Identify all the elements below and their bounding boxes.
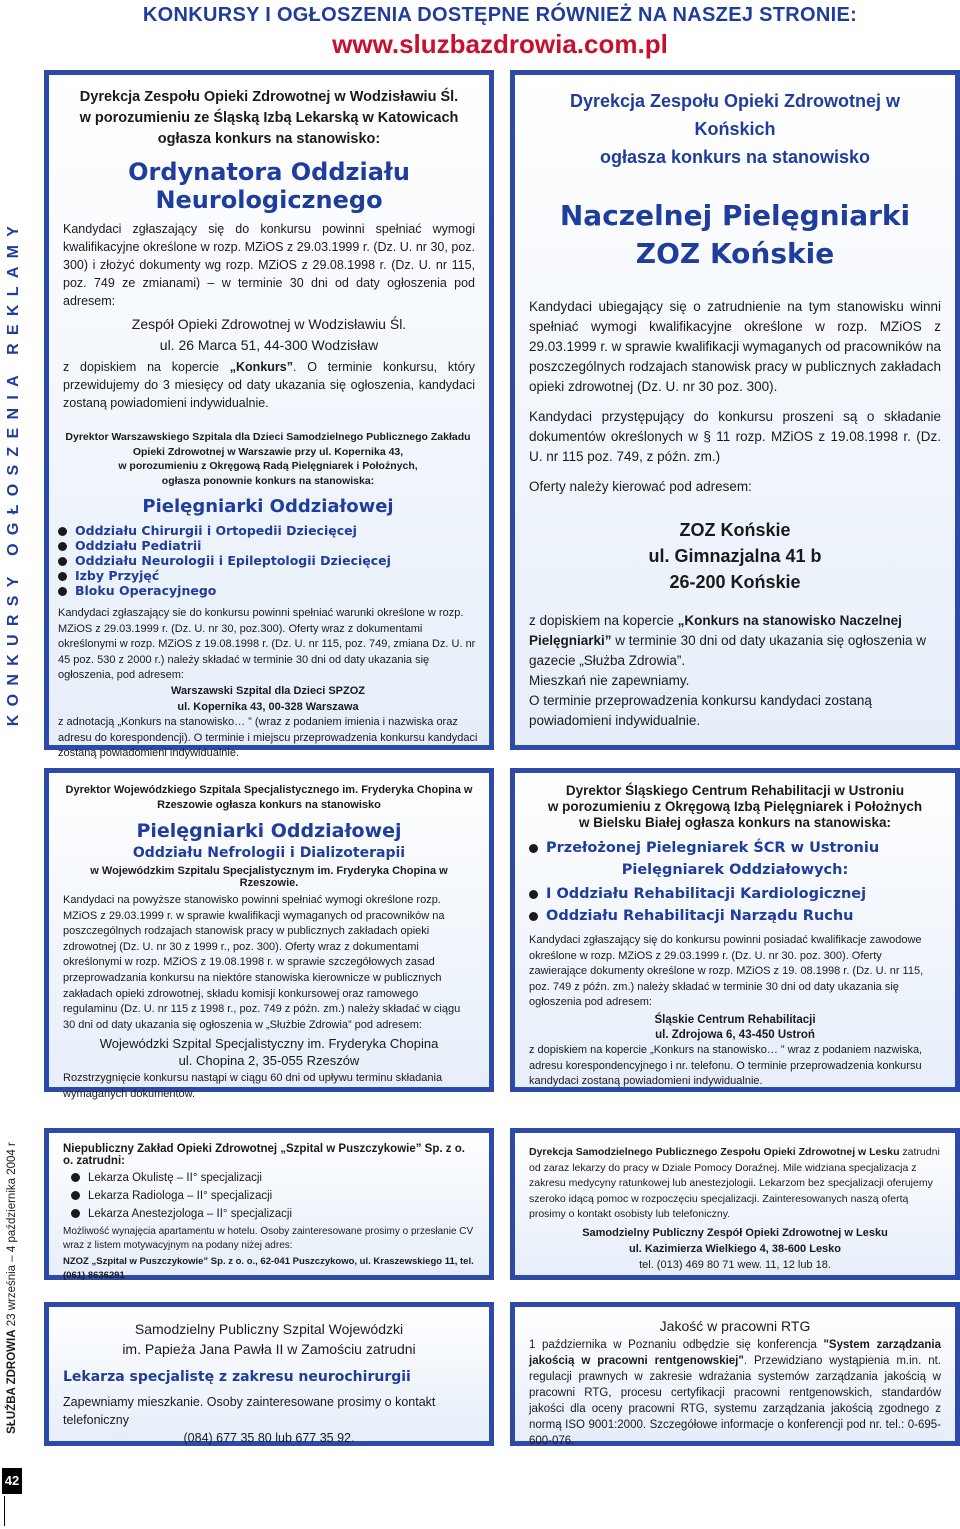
header-line: KONKURSY I OGŁOSZENIA DOSTĘPNE RÓWNIEŻ NA NASZEJ STRONIE: [142, 4, 858, 26]
ad-heading: Dyrekcja Zespołu Opieki Zdrowotnej w Wodzisławiu Śl. [79, 89, 459, 105]
list-item [71, 1205, 475, 1223]
ad-ustron [510, 768, 960, 1092]
list-item-label: Lekarza Anestezjologa – II° specjalizacji [88, 1208, 293, 1220]
ad-address: ul. 26 Marca 51, 44-300 Wodzisław [159, 337, 379, 353]
list-item [58, 583, 478, 598]
ad-konskie [510, 70, 960, 750]
ad-body: Kandydaci zgłaszający się do konkursu powinni spełniać wymogi kwalifikacyjne określone w rozp. MZiOS z 29.03.1999 r. (Dz. U. nr 30, poz. 300) i złożyć dokumenty wg rozp. MZiOS z 29.08.1998 r. (Dz. U. nr 115, poz. 749 ze zmianami) – w terminie 30 dni od daty ogłoszenia pod adresem: [63, 222, 475, 308]
ad-address: Zespół Opieki Zdrowotnej w Wodzisławiu Śl. [131, 316, 407, 332]
ad-text: zatrudni od zaraz lekarzy do pracy w Dziale Pomocy Doraźnej. Mile widziana specjalizacja z zakresu medycyny ratunkowej lub anestezjologii. Lekarzom bez specjalizacji oferujemy szeroko idącą pomoc w rozpoczęciu specjalizacji. Zainteresowanych naszą ofertą prosimy o kontakt osobisty lub telefoniczny. [529, 1146, 940, 1220]
ad-heading: Rzeszowie ogłasza konkurs na stanowisko [157, 799, 381, 811]
ad-address: 26-200 Końskie [669, 572, 801, 592]
bullet-icon [58, 572, 67, 581]
ad-body: O terminie przeprowadzenia konkursu kandydaci zostaną powiadomieni indywidualnie. [529, 693, 872, 728]
ad-body: Mieszkań nie zapewniamy. [529, 673, 690, 688]
ad-heading: ogłasza konkurs na stanowisko: [157, 131, 381, 147]
list-item-label: Oddziału Rehabilitacji Narządu Ruchu [546, 908, 854, 924]
ad-heading: ogłasza ponownie konkurs na stanowiska: [161, 474, 375, 487]
ad-text: . Przewidziano wystąpienia m.in. nt. regulacji prawnych w zakresie wdrażania systemów zarządzania jakością w pracowni RTG, procesu certyfikacji pracowni rentgenowskich, standardów jakości dla oceny pracowni RTG, systemu zarządzania jakością zgodnego z normą ISO 9001:2000. Szczegółowe informacje o konferencji pod nr. tel.: 0-695-600-076. [529, 1355, 941, 1447]
section-label: KONKURSY OGŁOSZENIA REKLAMY [5, 217, 22, 727]
ad-address: ul. Kopernika 43, 00-328 Warszawa [177, 700, 359, 713]
ad-heading: Dyrektor Warszawskiego Szpitala dla Dzieci Samodzielnego Publicznego Zakładu [65, 431, 471, 443]
list-item [529, 905, 941, 927]
issue-sidebar [0, 1108, 28, 1468]
ad-heading: w porozumieniu z Okręgową Izbą Pielęgniarek i Położnych [547, 799, 923, 814]
list-item [529, 883, 941, 905]
ad-text: 1 października w Poznaniu odbędzie się konferencja [529, 1339, 824, 1351]
ad-address: Śląskie Centrum Rehabilitacji [654, 1013, 816, 1026]
ad-title: Jakość w pracowni RTG [659, 1318, 811, 1334]
issue-dates: 23 września – 4 października 2004 r [6, 1142, 18, 1327]
ad-body: z dopiskiem na kopercie „Konkurs na stanowisko… ” wraz z podaniem nazwiska, adresu korespondencyjnego i nr. telefonu. O terminie przeprowadzenia konkursu kandydaci zostaną powiadomieni indywidualnie. [529, 1043, 923, 1088]
ad-heading: Dyrektor Śląskiego Centrum Rehabilitacji w Ustroniu [565, 783, 905, 798]
ad-phone: (084) 677 35 80 lub 677 35 92. [183, 1431, 355, 1445]
ad-body: Zapewniamy mieszkanie. Osoby zainteresowane prosimy o kontakt telefoniczny [63, 1395, 436, 1427]
ad-body: z adnotacją „Konkurs na stanowisko… ” (wraz z podaniem imienia i nazwiska oraz adresu do korespondencji). O terminie i miejscu przeprowadzenia konkursu kandydaci zostaną powiadomieni indywidualnie. [58, 716, 478, 760]
list-item-label: Oddziału Neurologii i Epileptologii Dziecięcej [75, 553, 391, 568]
ad-body: Rozstrzygnięcie konkursu nastąpi w ciągu 60 dni od upływu terminu składania wymaganych dokumentów. [63, 1072, 443, 1100]
ad-address: Samodzielny Publiczny Zespół Opieki Zdrowotnej w Lesku [582, 1226, 888, 1239]
ad-text-bold: „Konkurs na stanowisko Naczelnej Pielęgniarki” [529, 613, 902, 648]
ad-zamosc [44, 1302, 494, 1446]
bullet-icon [58, 587, 67, 596]
list-item [529, 837, 941, 859]
ad-address: ZOZ Końskie [679, 520, 791, 540]
ad-heading: Opieki Zdrowotnej w Warszawie przy ul. Kopernika 43, [132, 445, 404, 458]
page-header [40, 4, 960, 60]
list-item-label: Oddziału Chirurgii i Ortopedii Dziecięcej [75, 523, 357, 538]
ad-address: ul. Gimnazjalna 41 b [648, 546, 822, 566]
ad-text: w terminie 30 dni od daty ukazania się ogłoszenia w gazecie „Służba Zdrowia”. [529, 633, 926, 668]
journal-name: SŁUŻBA ZDROWIA [6, 1329, 18, 1434]
ad-body: Kandydaci na powyższe stanowisko powinni spełniać wymogi określone rozp. MZiOS z 29.03.1999 r. w sprawie kwalifikacji wymaganych od pracowników na poszczególnych rodzajach stanowisk pracy w publicznych zakładach opieki zdrowotnej (Dz. U. nr 30 z 1999 r., poz. 300). Oferty wraz z dokumentami określonymi w rozp. MZiOS z 19.08.1998 r. w sprawie szczegółowych zasad przeprowadzania konkursu na niektóre stanowiska kierownicze w publicznych zakładach opieki zdrowotnej, składu komisji konkursowej oraz ramowego regulaminu (Dz. U. nr 115 z 1998 r., poz. 749 z późn. zm.) należy składać w ciągu 30 dni od daty ukazania się ogłoszenia w „Służbie Zdrowia” pod adresem: [63, 894, 461, 1031]
ad-body: Kandydaci zgłaszający się do konkursu powinni posiadać kwalifikacje zawodowe określone w rozp. MZiOS z 29.03.1999 r. (Dz. U. nr 30. poz. 300). Oferty zawierające dokumenty określone w rozp. MZiOS z 19. 08.1998 r. (Dz. U. nr 115, poz. 749 z późn. zm.) należy składać w terminie 30 dni od daty ukazania się ogłoszenia pod adresem: [529, 934, 924, 1009]
ad-heading: w Bielsku Białej ogłasza konkurs na stanowiska: [578, 815, 892, 830]
section-sidebar [0, 172, 28, 772]
ad-heading: ogłasza konkurs na stanowisko [599, 147, 871, 167]
list-item-label: Izby Przyjęć [75, 568, 160, 583]
list-item-label: Przełożonej Pielegniarek ŚCR w Ustroniu [546, 840, 880, 856]
ad-body [529, 1337, 941, 1449]
ad-address: ul. Chopina 2, 35-055 Rzeszów [178, 1053, 360, 1069]
ad-title: ZOZ Końskie [635, 237, 835, 270]
ad-body: Kandydaci przystępujący do konkursu proszeni są o składanie dokumentów określonych w § 11 rozp. MZiOS z 19.08.1998 r. (Dz. U. nr 115 poz. 749, z późn. zm.) [529, 409, 941, 464]
bullet-icon [529, 890, 538, 899]
ad-text: z dopiskiem na kopercie [529, 613, 678, 628]
list-item-label: Lekarza Okulistę – II° specjalizacji [88, 1172, 262, 1184]
bullet-icon [529, 844, 538, 853]
list-item-label: I Oddziału Rehabilitacji Kardiologicznej [546, 886, 867, 902]
website-url[interactable]: www.sluzbazdrowia.com.pl [332, 29, 668, 59]
ad-address: Warszawski Szpital dla Dzieci SPZOZ [171, 684, 365, 697]
ad-heading: Niepubliczny Zakład Opieki Zdrowotnej „Szpital w Puszczykowie” Sp. z o. o. zatrudni: [63, 1143, 465, 1167]
ad-heading: w porozumieniu z Okręgową Radą Pielęgniarek i Położnych, [118, 460, 418, 472]
ad-text: . O terminie konkursu, który przewidujemy do 3 miesięcy od daty ukazania się ogłoszenia, kandydaci zostaną powiadomieni indywidualnie. [63, 360, 475, 410]
ad-address: ul. Zdrojowa 6, 43-450 Ustroń [655, 1028, 815, 1041]
ad-warszawa [58, 430, 478, 760]
bullet-icon [58, 542, 67, 551]
ad-body [529, 1145, 941, 1223]
list-item-label: Oddziału Pediatrii [75, 538, 202, 553]
issue-label [6, 1142, 18, 1434]
ad-heading: Dyrektor Wojewódzkiego Szpitala Specjalistycznego im. Fryderyka Chopina w [65, 784, 473, 796]
ad-body: Kandydaci ubiegający się o zatrudnienie na tym stanowisku winni spełniać wymogi kwalifikacyjne określone w rozp. MZiOS z 29.03.1999 r. w sprawie kwalifikacji wymaganych od pracowników na poszczególnych rodzajach stanowisk pracy w publicznych zakładach opieki zdrowotnej (Dz. U. nr 30 poz. 300). [529, 299, 941, 394]
list-item [58, 523, 478, 538]
ad-body: Kandydaci zgłaszający sie do konkursu powinni spełniać warunki określone w rozp. MZiOS z 29.03.1999 r. (Dz. U. nr 30, poz.300). Oferty wraz z dokumentami określonymi w rozp. MZiOS z 19.08.1998 r. (Dz. U. nr 115, poz. 749, zmiana Dz. U. nr 45 poz. 530 z 2000 r.) należy składać w terminie 30 dni od daty ukazania się ogłoszenia, pod adresem: [58, 607, 476, 682]
ad-lesko [510, 1128, 960, 1280]
ad-text-bold: "System zarządzania jakością w pracowni rentgenowskiej" [529, 1339, 941, 1367]
ad-address: ul. Kazimierza Wielkiego 4, 38-600 Lesko [628, 1242, 842, 1255]
ad-phone: tel. (013) 469 80 71 wew. 11, 12 lub 18. [639, 1258, 831, 1271]
ad-title: Pielęgniarki Oddziałowej [136, 820, 402, 842]
page-number: 42 [2, 1468, 22, 1494]
ad-title: Oddziału Nefrologii i Dializoterapii [132, 845, 406, 861]
ad-title: Naczelnej Pielęgniarki [559, 199, 911, 232]
ad-address: Wojewódzki Szpital Specjalistyczny im. Fryderyka Chopina [99, 1036, 439, 1052]
ad-puszczykowo [44, 1128, 494, 1280]
ad-body: Możliwość wynajęcia apartamentu w hotelu. Osoby zainteresowane prosimy o przesłanie CV wraz z listem motywacyjnym na podany niżej adres: [63, 1226, 474, 1251]
list-item [71, 1169, 475, 1187]
ad-title: Ordynatora Oddziału [128, 158, 410, 186]
bullet-icon [529, 912, 538, 921]
ad-text-bold: „Konkurs” [229, 360, 293, 374]
ad-subtitle: Pielęgniarek Oddziałowych: [621, 862, 849, 878]
ad-title: Neurologicznego [155, 186, 383, 214]
list-item [58, 538, 478, 553]
bullet-icon [71, 1191, 80, 1200]
ad-rtg-conference [510, 1302, 960, 1446]
ad-heading: w Wojewódzkim Szpitalu Specjalistycznym im. Fryderyka Chopina w Rzeszowie. [90, 865, 448, 889]
list-item [58, 553, 478, 568]
ad-title: Pielęgniarki Oddziałowej [142, 496, 394, 517]
bullet-icon [58, 527, 67, 536]
ad-address: NZOZ „Szpital w Puszczykowie” Sp. z o. o., 62-041 Puszczykowo, ul. Kraszewskiego 11, tel. (061) 8636291 [63, 1256, 474, 1281]
bullet-icon [71, 1209, 80, 1218]
list-item [58, 568, 478, 583]
bullet-icon [71, 1173, 80, 1182]
ad-rzeszow [44, 768, 494, 1100]
ad-heading: Samodzielny Publiczny Szpital Wojewódzki [134, 1321, 404, 1337]
ad-title: Lekarza specjalistę z zakresu neurochirurgii [63, 1369, 411, 1385]
ad-heading: w porozumieniu ze Śląską Izbą Lekarską w Katowicach [79, 110, 459, 126]
ad-heading: Dyrekcja Zespołu Opieki Zdrowotnej w Końskich [569, 91, 901, 139]
ad-heading: im. Papieża Jana Pawła II w Zamościu zatrudni [122, 1341, 416, 1357]
ad-body: Oferty należy kierować pod adresem: [529, 479, 752, 494]
list-item-label: Lekarza Radiologa – II° specjalizacji [88, 1190, 273, 1202]
list-item-label: Bloku Operacyjnego [75, 583, 217, 598]
ad-text-bold: Dyrekcja Samodzielnego Publicznego Zespołu Opieki Zdrowotnej w Lesku [529, 1146, 900, 1158]
ad-body [529, 611, 941, 671]
list-item [71, 1187, 475, 1205]
divider [4, 1496, 5, 1526]
ad-body [63, 358, 475, 412]
bullet-icon [58, 557, 67, 566]
ad-text: z dopiskiem na kopercie [63, 360, 230, 374]
